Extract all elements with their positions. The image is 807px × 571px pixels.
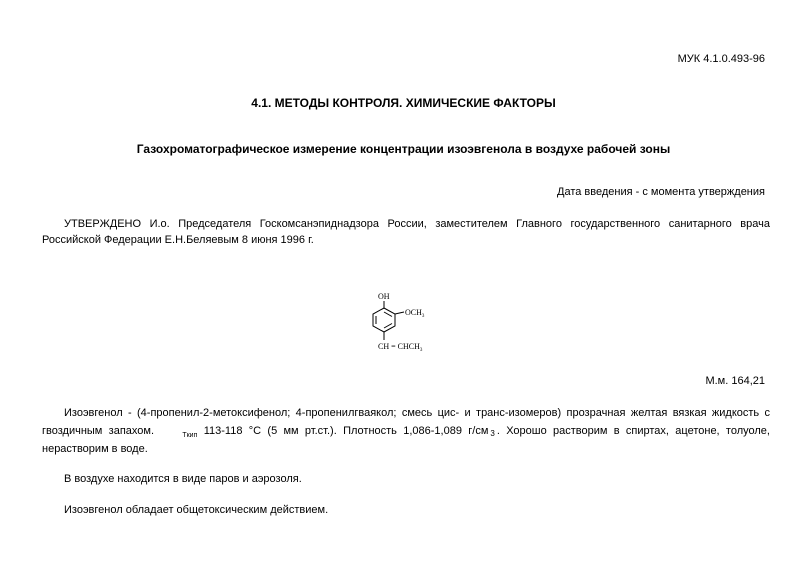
cubic-superscript: 3 — [490, 428, 495, 438]
formula-chain-label: CH = $CHCH_3$ — [378, 342, 423, 353]
formula-och3-label: $OCH_3$ — [405, 308, 425, 319]
document-title: Газохроматографическое измерение концентрации изоэвгенола в воздухе рабочей зоны — [136, 142, 671, 156]
approval-paragraph: УТВЕРЖДЕНО И.о. Председателя Госкомсанэпиднадзора России, заместителем Главного государственного санитарного врача Российской Федерации Е.Н.Беляевым 8 июня 1996 г. — [42, 218, 770, 246]
introduction-date: Дата введения - с момента утверждения — [557, 186, 765, 198]
description-part-1: Изоэвгенол - (4-пропенил-2-метоксифенол; 4-пропенилгваякол; смесь цис- и транс-изомеров) прозрачная желтая вязкая жидкость с гвоздичным запахом. — [42, 407, 770, 437]
molecular-weight: М.м. 164,21 — [705, 375, 765, 387]
boiling-point-symbol: Tкип — [182, 431, 198, 439]
formula-oh-label: OH — [378, 292, 390, 301]
section-title: 4.1. МЕТОДЫ КОНТРОЛЯ. ХИМИЧЕСКИЕ ФАКТОРЫ — [251, 96, 556, 110]
aerosol-paragraph: В воздухе находится в виде паров и аэрозоля. — [64, 473, 302, 485]
toxicity-paragraph: Изоэвгенол обладает общетоксическим действием. — [64, 504, 329, 516]
description-part-3: . Хорошо растворим в спиртах, ацетоне, толуоле, нерастворим в воде. — [42, 424, 770, 455]
description-part-2: 113-118 °С (5 мм рт.ст.). Плотность 1,086-1,089 г/см — [203, 424, 489, 437]
description-paragraph — [42, 405, 770, 459]
structural-formula — [368, 288, 448, 356]
document-code: МУК 4.1.0.493-96 — [677, 53, 765, 65]
